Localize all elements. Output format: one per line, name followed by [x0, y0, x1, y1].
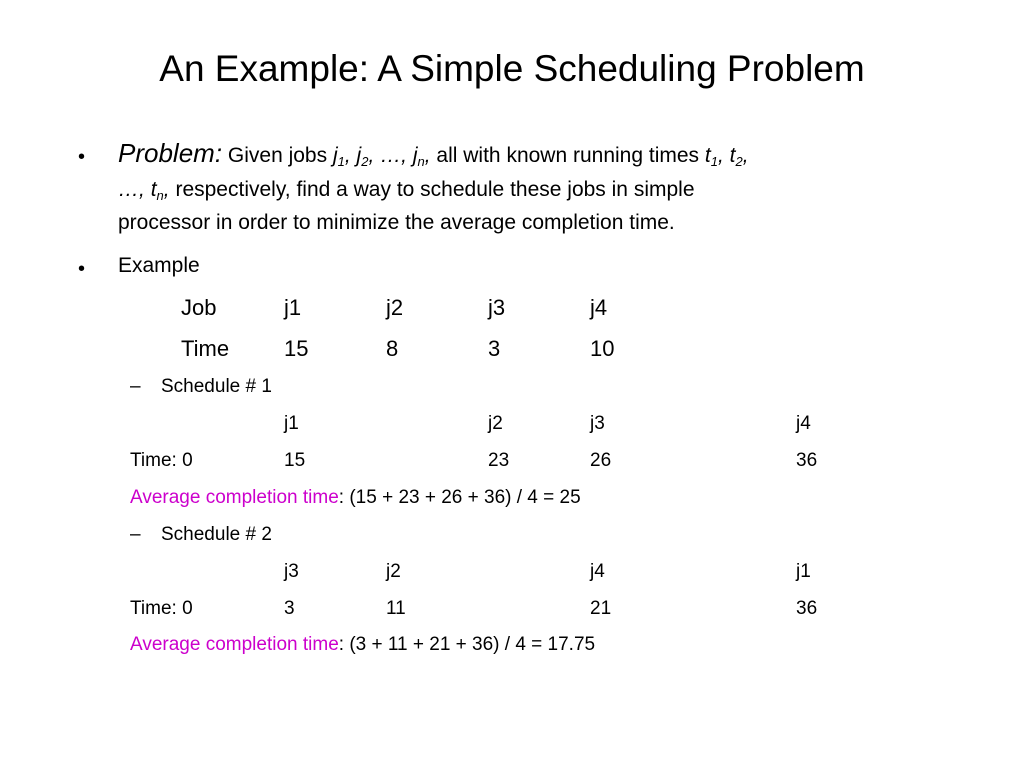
schedule-2-job: j4: [590, 561, 605, 582]
schedule-1-completion: 36: [796, 450, 818, 471]
schedule-2-job: j1: [796, 561, 811, 582]
slide-title: An Example: A Simple Scheduling Problem: [159, 48, 865, 89]
time-var-1: $t_1$,: [704, 144, 724, 169]
problem-line-2: [118, 178, 695, 203]
given-jobs-text: Given jobs: [227, 144, 328, 167]
schedule-1-completion: 26: [590, 450, 612, 471]
job-var-1: $j_1$,: [332, 144, 351, 169]
schedule-1-completion: 15: [284, 450, 306, 471]
bullet-dot: •: [78, 146, 86, 168]
ellipsis-1: …,: [380, 144, 407, 167]
schedule-1-job: j4: [796, 413, 811, 434]
running-times-text: all with known running times: [436, 144, 700, 167]
time-cell: 3: [488, 336, 501, 361]
bullet-dot: •: [78, 258, 86, 280]
schedule-1-job: j3: [590, 413, 605, 434]
schedule-2-average: [130, 634, 595, 656]
job-var-2: $j_2$,: [356, 144, 375, 169]
schedule-2-completion: 11: [386, 598, 406, 619]
schedule-1-job: j1: [284, 413, 299, 434]
job-cell: j2: [386, 295, 404, 320]
schedule-1-completion: 23: [488, 450, 510, 471]
average-formula: : (3 + 11 + 21 + 36) / 4 = 17.75: [338, 634, 596, 655]
schedule-2-completion: 36: [796, 598, 818, 619]
time-cell: 15: [284, 336, 309, 361]
problem-label: Problem:: [118, 138, 223, 168]
schedule-2-time-label: Time: 0: [130, 598, 193, 619]
schedule-1-average: [130, 487, 581, 509]
average-label: Average completion time: [130, 634, 339, 655]
problem-line-3: processor in order to minimize the average completion time.: [118, 211, 675, 234]
dash-bullet: –: [130, 376, 141, 397]
dash-bullet: –: [130, 524, 141, 545]
schedule-2-completion: 21: [590, 598, 612, 619]
job-cell: j3: [488, 295, 506, 320]
time-cell: 10: [590, 336, 615, 361]
time-cell: 8: [386, 336, 399, 361]
job-header: Job: [181, 295, 217, 320]
schedule-2-job: j3: [284, 561, 299, 582]
schedule-2-job: j2: [386, 561, 401, 582]
job-cell: j1: [284, 295, 302, 320]
schedule-1-label: Schedule # 1: [161, 376, 272, 397]
problem-line-2-text: respectively, find a way to schedule these jobs in simple: [175, 178, 695, 201]
job-var-n: $j_n$,: [412, 144, 431, 169]
time-header: Time: [181, 336, 230, 361]
time-var-n: $t_n$,: [150, 178, 170, 203]
problem-line-1: [118, 138, 749, 169]
ellipsis-2: …,: [118, 178, 145, 201]
schedule-1-time-label: Time: 0: [130, 450, 193, 471]
schedule-1-job: j2: [488, 413, 503, 434]
schedule-2-label: Schedule # 2: [161, 524, 272, 545]
time-var-2: $t_2$,: [729, 144, 749, 169]
average-formula: : (15 + 23 + 26 + 36) / 4 = 25: [338, 487, 581, 508]
schedule-2-completion: 3: [284, 598, 295, 619]
average-label: Average completion time: [130, 487, 339, 508]
example-label: Example: [118, 254, 200, 277]
job-cell: j4: [590, 295, 608, 320]
